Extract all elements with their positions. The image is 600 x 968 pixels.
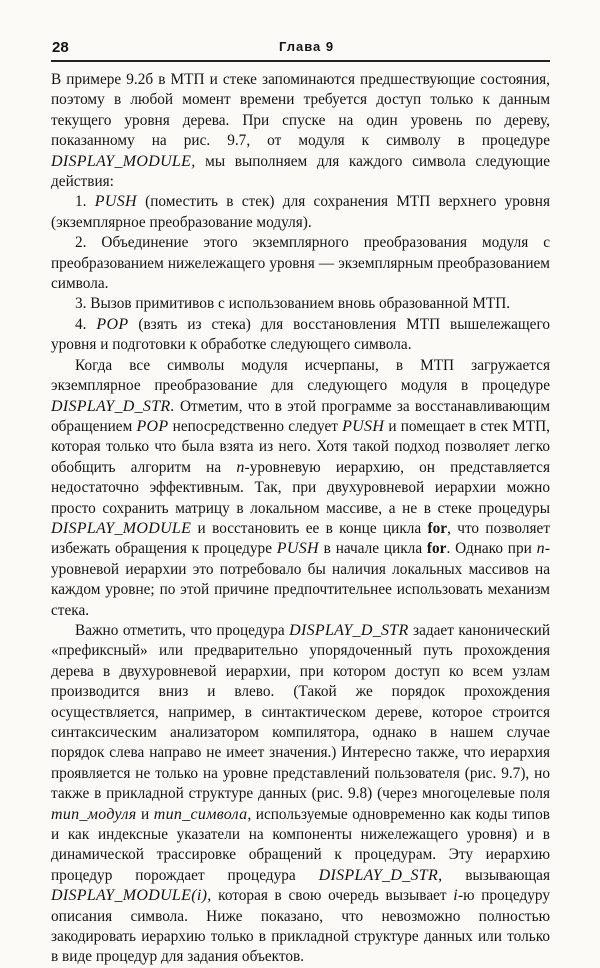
code-identifier: DISPLAY_D_STR [289,621,409,639]
code-identifier: PUSH [276,540,319,558]
text-run: в начале цикла [318,540,427,558]
list-item-2: 2. Объединение этого экземплярного преобразования модуля с преобразованием нижележащего уровня — экземплярным преобразованием символа. [51,234,550,293]
text-run: и [136,805,154,823]
text-run: (взять из стека) для восстановления МТП вышележащего уровня и подготовки к обработке следующего символа. [51,315,551,354]
code-identifier: DISPLAY_MODULE [51,519,192,537]
code-identifier: DISPLAY_MODULE, [51,152,196,170]
text-run: мы выполняем для каждого символа следующие действия: [51,152,550,191]
text-run: 4. [75,315,97,333]
text-run: 1. [75,193,95,211]
math-variable: n [236,458,245,476]
chapter-title: Глава 9 [279,39,335,54]
text-run: Отметим, что в этой программе за восстанавливающим обращением [51,397,550,435]
text-run: Важно отметить, что процедура [75,621,290,639]
math-variable: i [453,887,459,905]
paragraph-2 [51,356,550,621]
text-run: которая в свою очередь вызывает [211,887,454,905]
paragraph-3 [51,621,550,968]
math-variable: n [536,540,545,558]
text-run: и восстановить ее в конце цикла [191,519,428,537]
field-name: тип_символа [153,805,248,823]
running-header [51,36,550,62]
list-item-1 [51,192,550,233]
body-text [51,70,550,968]
keyword: for [427,519,448,537]
text-run: и помещает в стек МТП, которая только что была взята из него. Хотя такой подход позволяет легко обобщить алгоритм на [51,417,551,476]
list-item-4 [51,315,550,356]
text-run: . Однако при [446,540,537,558]
text-run: Когда все символы модуля исчерпаны, в МТП загружается экземплярное преобразование для следующего модуля в процедуре [51,356,550,395]
code-identifier: POP [96,315,129,333]
text-run: В примере 9.2б в МТП и стеке запоминаются предшествующие состояния, поэтому в любой момент времени требуется доступ только к данным текущего уровня дерева. При спуске на один уровень по дереву, показанному на рис. 9.7, от модуля к символу в процедуре [51,71,550,150]
text-run: -уровневой иерархии это потребовало бы наличия локальных массивов на каждом уровне; по этой причине предпочтительнее использовать механизм стека. [51,540,550,619]
code-identifier: DISPLAY_D_STR. [51,397,175,415]
paragraph-1 [51,70,550,192]
code-identifier: PUSH [342,417,385,435]
code-identifier: PUSH [94,193,137,211]
code-identifier: DISPLAY_MODULE(i), [51,887,212,905]
text-run: , что позволяет избежать обращения к процедуре [51,519,550,558]
field-name: тип_модуля [51,805,137,823]
page-number: 28 [52,39,69,56]
text-run: непосредственно следует [168,417,343,435]
text-run: (поместить в стек) для сохранения МТП верхнего уровня (экземплярное преобразование модуля). [51,193,551,231]
text-run: , используемые одновременно как коды типов и как индексные указатели на компоненты нижележащего уровня) и в динамической трассировке обращений к процедурам. Эту иерархию процедур порождает процедура [51,805,550,884]
code-identifier: DISPLAY_D_STR, [318,866,443,884]
text-run: -уровневую иерархию, он представляется недостаточно эффективным. Так, при двухуровневой иерархии можно просто сохранить матрицу в локальном массиве, а не в стеке процедуры [51,458,550,517]
code-identifier: POP [136,417,169,435]
text-run: задает канонический «префиксный» или предварительно упорядоченный путь прохождения дерева в двухуровневой иерархии, при котором доступ ко всем узлам производится вниз и влево. (Такой же порядок прохождения осуществляется, например, в синтактическом дереве, которое строится синтаксическим анализатором компилятора, однако в нашем случае порядок слева направо не имеет значения.) Интересно также, что иерархия проявляется не только на уровне представлений пользователя (рис. 9.7), но также в прикладной структуре данных (рис. 9.8) (через многоцелевые поля [51,621,550,803]
text-run: -ю процедуру описания символа. Ниже показано, что невозможно полностью закодировать иерархию только в прикладной структуре данных или только в виде процедур для задания объектов. [51,887,550,966]
text-run: вызывающая [442,866,550,884]
keyword: for [426,540,447,558]
list-item-3: 3. Вызов примитивов с использованием вновь образованной МТП. [75,295,511,313]
